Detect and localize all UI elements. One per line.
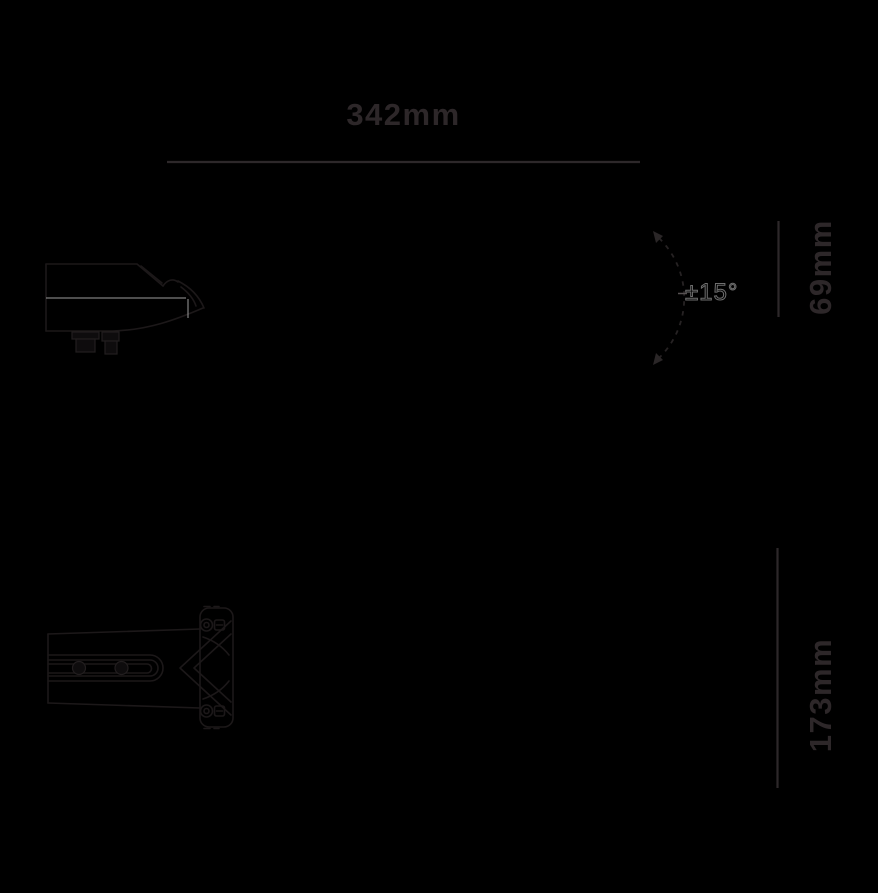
slot-screw-left [73, 662, 86, 675]
slot-inner [48, 664, 152, 673]
top-view-lower-edge [48, 703, 200, 708]
screw-bottom-inner [204, 709, 209, 714]
side-view-drawing [46, 264, 204, 354]
side-view-body-seam [141, 266, 162, 283]
screw-top-outer [201, 619, 213, 631]
length-dimension-label: 173mm [803, 637, 838, 753]
tilt-angle-label: ±15° [685, 279, 739, 306]
side-view-top-edge [46, 264, 163, 286]
slot-screw-right [115, 662, 128, 675]
side-view-bottom-edge [46, 308, 203, 331]
side-view-mount-feet [72, 332, 119, 354]
foot-flange-left [72, 332, 99, 339]
tilt-arc-path [659, 238, 684, 358]
yoke-chevron-outer [180, 621, 231, 715]
arrow-down-icon [653, 353, 663, 365]
foot-body-right [105, 341, 117, 354]
screw-bottom-outer [201, 705, 213, 717]
screw-top-inner [204, 623, 209, 628]
foot-flange-right [102, 332, 119, 341]
width-dimension-label: 342mm [346, 97, 461, 132]
side-view-head-front [178, 281, 204, 308]
tilt-arc [653, 231, 687, 365]
side-view-pivot-knuckle [163, 280, 178, 286]
slot-outer [48, 655, 163, 681]
height-dimension-label: 69mm [803, 219, 838, 315]
foot-body-left [76, 339, 95, 352]
top-view-upper-edge [48, 629, 200, 634]
top-view-drawing [48, 607, 233, 729]
